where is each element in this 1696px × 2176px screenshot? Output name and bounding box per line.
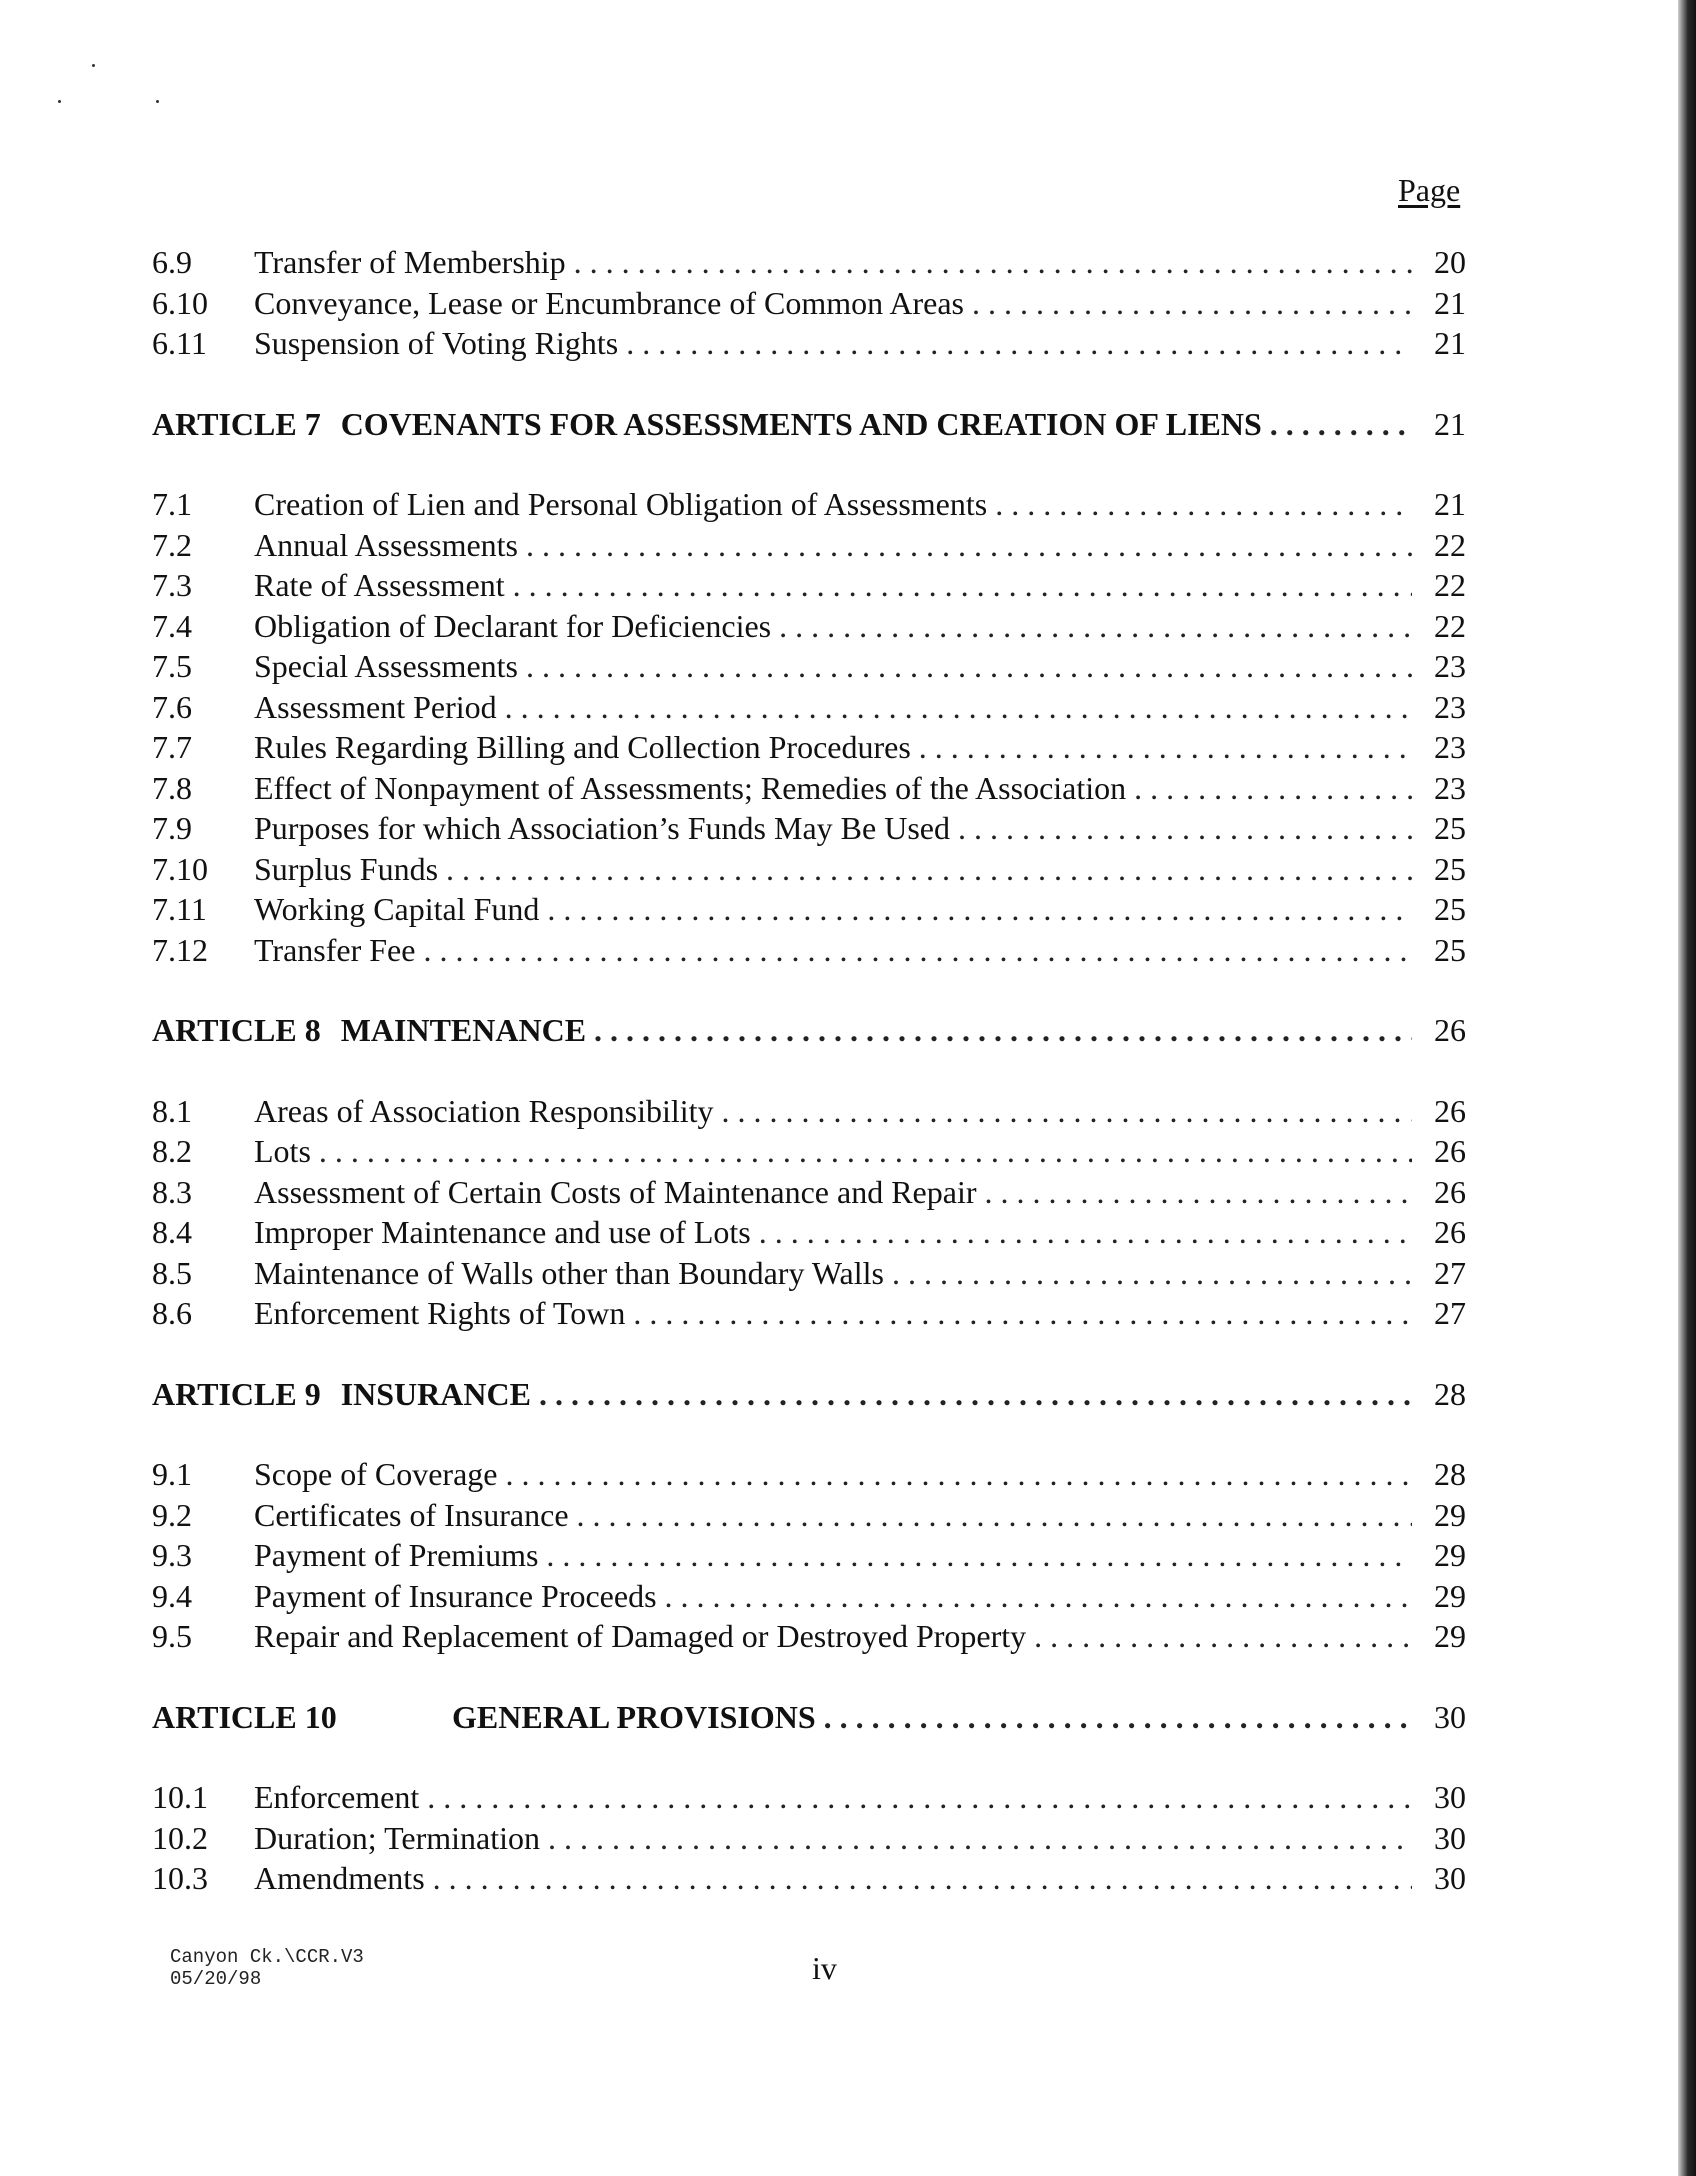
entry-number: 7.2 (152, 526, 192, 563)
dot-leader (1034, 1616, 1412, 1657)
entry-page: 30 (1434, 1819, 1466, 1856)
toc-entry (152, 565, 1466, 606)
dot-leader (446, 849, 1412, 890)
entry-title: Transfer of Membership (254, 244, 566, 280)
dot-leader (824, 1697, 1412, 1738)
article-heading-9 (152, 1374, 1466, 1415)
entry-page: 26 (1434, 1173, 1466, 1210)
dot-leader (526, 646, 1412, 687)
dot-leader (548, 1818, 1412, 1859)
toc-section-9 (152, 1454, 1466, 1657)
entry-title: Improper Maintenance and use of Lots (254, 1214, 751, 1250)
toc-entry (152, 1535, 1466, 1576)
entry-number: 8.1 (152, 1092, 192, 1129)
entry-title: Lots (254, 1133, 311, 1169)
entry-title: Transfer Fee (254, 931, 416, 968)
article-title: INSURANCE (340, 1375, 531, 1412)
table-of-contents (152, 242, 1466, 1899)
dot-leader (526, 525, 1412, 566)
toc-entry (152, 768, 1466, 809)
entry-title: Rate of Assessment (254, 567, 505, 603)
scan-speck (58, 100, 61, 103)
entry-page: 26 (1434, 1092, 1466, 1129)
entry-page: 25 (1434, 931, 1466, 968)
entry-page: 23 (1434, 688, 1466, 725)
entry-number: 6.9 (152, 244, 192, 280)
entry-title: Creation of Lien and Personal Obligation of Assessments (254, 486, 988, 522)
entry-page: 21 (1434, 325, 1466, 361)
article-page: 26 (1434, 1012, 1466, 1048)
entry-title: Assessment of Certain Costs of Maintenance and Repair (254, 1173, 977, 1210)
entry-number: 7.7 (152, 729, 192, 765)
scan-edge-shadow (1678, 0, 1696, 2176)
entry-title: Scope of Coverage (254, 1456, 498, 1492)
toc-section-6 (152, 242, 1466, 364)
entry-page: 30 (1434, 1860, 1466, 1896)
article-title: GENERAL PROVISIONS (452, 1698, 816, 1735)
toc-entry (152, 1253, 1466, 1294)
article-heading-7 (152, 404, 1466, 445)
entry-number: 8.4 (152, 1214, 192, 1250)
entry-number: 7.3 (152, 567, 192, 603)
entry-number: 7.5 (152, 648, 192, 684)
entry-page: 25 (1434, 810, 1466, 846)
entry-number: 8.3 (152, 1173, 192, 1210)
entry-page: 20 (1434, 244, 1466, 280)
toc-entry (152, 525, 1466, 566)
toc-entry (152, 1454, 1466, 1495)
entry-page: 26 (1434, 1214, 1466, 1250)
dot-leader (574, 242, 1412, 283)
scan-speck (156, 100, 159, 103)
entry-page: 25 (1434, 891, 1466, 927)
toc-entry (152, 849, 1466, 890)
article-page: 21 (1434, 405, 1466, 442)
entry-page: 28 (1434, 1456, 1466, 1492)
toc-entry (152, 1172, 1466, 1213)
entry-title: Maintenance of Walls other than Boundary Walls (254, 1254, 884, 1291)
entry-page: 25 (1434, 850, 1466, 887)
dot-leader (919, 727, 1412, 768)
dot-leader (722, 1091, 1412, 1132)
dot-leader (958, 808, 1412, 849)
entry-title: Amendments (254, 1860, 425, 1896)
article-label: ARTICLE 7 (152, 405, 321, 442)
toc-entry (152, 646, 1466, 687)
article-title: MAINTENANCE (340, 1012, 587, 1048)
entry-title: Rules Regarding Billing and Collection Procedures (254, 729, 911, 765)
dot-leader (547, 889, 1412, 930)
dot-leader (1134, 768, 1412, 809)
dot-leader (626, 323, 1412, 364)
entry-number: 10.1 (152, 1779, 208, 1815)
dot-leader (505, 1454, 1412, 1495)
toc-entry (152, 1576, 1466, 1617)
toc-entry (152, 323, 1466, 364)
footer-date: 05/20/98 (170, 1968, 262, 1990)
entry-title: Payment of Premiums (254, 1537, 539, 1573)
toc-section-7 (152, 484, 1466, 970)
entry-title: Purposes for which Association’s Funds May Be Used (254, 810, 950, 846)
dot-leader (539, 1374, 1412, 1415)
entry-number: 9.1 (152, 1456, 192, 1492)
toc-entry (152, 727, 1466, 768)
dot-leader (633, 1293, 1412, 1334)
dot-leader (423, 930, 1412, 971)
entry-title: Obligation of Declarant for Deficiencies (254, 607, 772, 644)
dot-leader (665, 1576, 1412, 1617)
entry-number: 7.6 (152, 688, 192, 725)
entry-page: 27 (1434, 1254, 1466, 1291)
article-label: ARTICLE 8 (152, 1012, 321, 1048)
entry-number: 7.11 (152, 891, 207, 927)
toc-section-8 (152, 1091, 1466, 1334)
toc-entry (152, 1818, 1466, 1859)
toc-entry (152, 283, 1466, 324)
dot-leader (779, 606, 1412, 647)
toc-section-10 (152, 1777, 1466, 1899)
toc-entry (152, 1091, 1466, 1132)
dot-leader (433, 1858, 1412, 1899)
article-label: ARTICLE 10 (152, 1698, 337, 1735)
entry-page: 23 (1434, 769, 1466, 806)
article-page: 28 (1434, 1375, 1466, 1412)
article-page: 30 (1434, 1698, 1466, 1735)
toc-entry (152, 1616, 1466, 1657)
entry-number: 6.11 (152, 325, 207, 361)
toc-entry (152, 930, 1466, 971)
entry-page: 29 (1434, 1537, 1466, 1573)
entry-number: 10.3 (152, 1860, 208, 1896)
entry-title: Assessment Period (254, 688, 497, 725)
footer-file-reference (170, 1946, 364, 1990)
entry-number: 8.5 (152, 1254, 192, 1291)
footer-file-path: Canyon Ck.\CCR.V3 (170, 1946, 364, 1968)
entry-number: 6.10 (152, 284, 208, 321)
entry-number: 9.2 (152, 1496, 192, 1533)
toc-entry (152, 1858, 1466, 1899)
article-heading-8 (152, 1010, 1466, 1051)
toc-entry (152, 1495, 1466, 1536)
entry-title: Effect of Nonpayment of Assessments; Remedies of the Association (254, 769, 1127, 806)
entry-title: Payment of Insurance Proceeds (254, 1577, 657, 1614)
entry-number: 9.5 (152, 1618, 192, 1654)
entry-title: Special Assessments (254, 648, 518, 684)
entry-title: Annual Assessments (254, 526, 518, 563)
entry-title: Areas of Association Responsibility (254, 1092, 714, 1129)
entry-page: 30 (1434, 1779, 1466, 1815)
entry-number: 7.12 (152, 931, 208, 968)
dot-leader (513, 565, 1412, 606)
dot-leader (594, 1010, 1412, 1051)
page-column-header: Page (1398, 172, 1461, 208)
article-title: COVENANTS FOR ASSESSMENTS AND CREATION OF LIENS (340, 405, 1262, 442)
entry-page: 29 (1434, 1496, 1466, 1533)
dot-leader (546, 1535, 1412, 1576)
entry-number: 8.2 (152, 1133, 192, 1169)
dot-leader (577, 1495, 1412, 1536)
entry-page: 21 (1434, 284, 1466, 321)
entry-title: Conveyance, Lease or Encumbrance of Common Areas (254, 284, 964, 321)
toc-entry (152, 1212, 1466, 1253)
entry-page: 21 (1434, 486, 1466, 522)
toc-entry (152, 242, 1466, 283)
entry-title: Repair and Replacement of Damaged or Destroyed Property (254, 1618, 1027, 1654)
dot-leader (995, 484, 1412, 525)
entry-number: 7.8 (152, 769, 192, 806)
entry-page: 26 (1434, 1133, 1466, 1169)
dot-leader (505, 687, 1412, 728)
entry-number: 7.4 (152, 607, 192, 644)
entry-title: Working Capital Fund (254, 891, 540, 927)
entry-number: 7.10 (152, 850, 208, 887)
entry-page: 23 (1434, 648, 1466, 684)
dot-leader (759, 1212, 1412, 1253)
dot-leader (427, 1777, 1412, 1818)
entry-title: Surplus Funds (254, 850, 439, 887)
entry-page: 27 (1434, 1295, 1466, 1331)
toc-entry (152, 484, 1466, 525)
toc-entry (152, 1293, 1466, 1334)
dot-leader (985, 1172, 1413, 1213)
dot-leader (972, 283, 1412, 324)
entry-title: Certificates of Insurance (254, 1496, 569, 1533)
entry-page: 22 (1434, 567, 1466, 603)
entry-page: 22 (1434, 607, 1466, 644)
entry-title: Duration; Termination (254, 1819, 540, 1856)
dot-leader (319, 1131, 1412, 1172)
toc-entry (152, 606, 1466, 647)
entry-title: Suspension of Voting Rights (254, 325, 619, 361)
entry-number: 8.6 (152, 1295, 192, 1331)
entry-number: 9.4 (152, 1577, 192, 1614)
toc-entry (152, 889, 1466, 930)
toc-entry (152, 687, 1466, 728)
entry-number: 9.3 (152, 1537, 192, 1573)
footer-page-number: iv (812, 1950, 837, 1986)
entry-page: 23 (1434, 729, 1466, 765)
entry-page: 29 (1434, 1618, 1466, 1654)
article-label: ARTICLE 9 (152, 1375, 321, 1412)
entry-number: 10.2 (152, 1819, 208, 1856)
scan-speck (92, 64, 95, 67)
dot-leader (892, 1253, 1412, 1294)
article-heading-10 (152, 1697, 1466, 1738)
toc-entry (152, 1131, 1466, 1172)
dot-leader (1270, 404, 1412, 445)
entry-number: 7.9 (152, 810, 192, 846)
entry-number: 7.1 (152, 486, 192, 522)
toc-entry (152, 808, 1466, 849)
entry-page: 22 (1434, 526, 1466, 563)
entry-title: Enforcement Rights of Town (254, 1295, 626, 1331)
toc-entry (152, 1777, 1466, 1818)
entry-page: 29 (1434, 1577, 1466, 1614)
entry-title: Enforcement (254, 1779, 420, 1815)
